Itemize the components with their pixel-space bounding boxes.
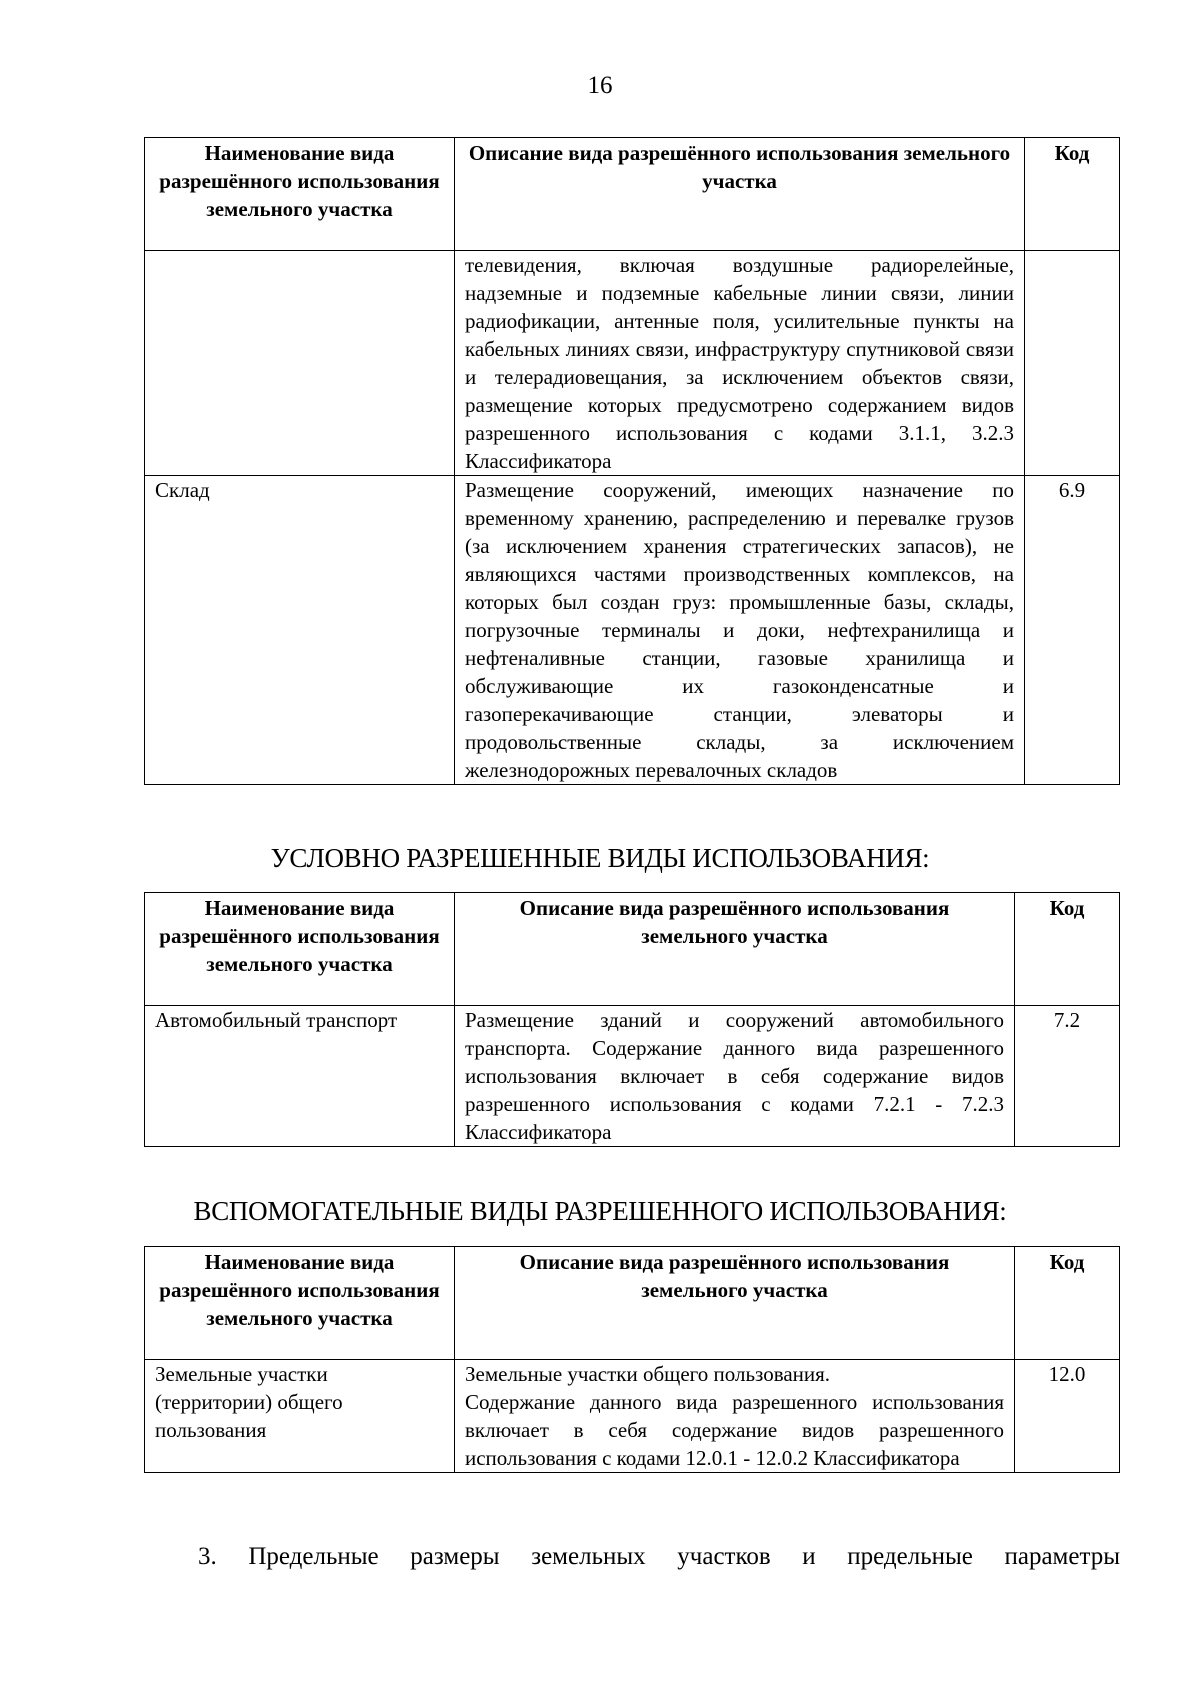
table-row <box>145 251 1120 476</box>
column-header-code: Код <box>1025 138 1120 251</box>
column-header-description: Описание вида разрешённого использования земельного участка <box>455 138 1025 251</box>
column-header-name: Наименование вида разрешённого использования земельного участка <box>145 893 455 1006</box>
use-name-cell: Склад <box>145 476 455 785</box>
page-number: 16 <box>587 72 613 99</box>
column-header-code: Код <box>1015 1247 1120 1360</box>
column-header-description: Описание вида разрешённого использования земельного участка <box>455 893 1015 1006</box>
use-name-cell <box>145 251 455 476</box>
table-header-row <box>145 1247 1120 1360</box>
main-uses-table-continued <box>144 137 1120 785</box>
use-code-cell: 12.0 <box>1015 1360 1120 1473</box>
conditional-uses-table <box>144 892 1120 1147</box>
use-code-cell <box>1025 251 1120 476</box>
use-name-cell: Земельные участки (территории) общего пользования <box>145 1360 455 1473</box>
column-header-name: Наименование вида разрешённого использования земельного участка <box>145 138 455 251</box>
table-row <box>145 1006 1120 1147</box>
use-description-cell <box>455 1360 1015 1473</box>
use-code-cell: 7.2 <box>1015 1006 1120 1147</box>
column-header-code: Код <box>1015 893 1120 1006</box>
table-row <box>145 1360 1120 1473</box>
column-header-description: Описание вида разрешённого использования земельного участка <box>455 1247 1015 1360</box>
heading-conditional-uses: УСЛОВНО РАЗРЕШЕННЫЕ ВИДЫ ИСПОЛЬЗОВАНИЯ: <box>270 843 930 873</box>
description-rest: Содержание данного вида разрешенного использования включает в себя содержание видов разрешенного использования с кодами 12.0.1 - 12.0.2 Классификатора <box>465 1390 1004 1470</box>
section-3-paragraph: 3. Предельные размеры земельных участков и предельные параметры <box>198 1543 1120 1570</box>
heading-auxiliary-uses: ВСПОМОГАТЕЛЬНЫЕ ВИДЫ РАЗРЕШЕННОГО ИСПОЛЬЗОВАНИЯ: <box>193 1196 1007 1226</box>
use-description-cell: Размещение зданий и сооружений автомобильного транспорта. Содержание данного вида разрешенного использования включает в себя содержание видов разрешенного использования с кодами 7.2.1 - 7.2.3 Классификатора <box>455 1006 1015 1147</box>
use-name-cell: Автомобильный транспорт <box>145 1006 455 1147</box>
table-row <box>145 476 1120 785</box>
table-header-row <box>145 893 1120 1006</box>
use-description-cell: Размещение сооружений, имеющих назначение по временному хранению, распределению и перевалке грузов (за исключением хранения стратегических запасов), не являющихся частями производственных комплексов, на которых был создан груз: промышленные базы, склады, погрузочные терминалы и доки, нефтехранилища и нефтеналивные станции, газовые хранилища и обслуживающие их газоконденсатные и газоперекачивающие станции, элеваторы и продовольственные склады, за исключением железнодорожных перевалочных складов <box>455 476 1025 785</box>
table-header-row <box>145 138 1120 251</box>
use-description-cell: телевидения, включая воздушные радиорелейные, надземные и подземные кабельные линии связи, линии радиофикации, антенные поля, усилительные пункты на кабельных линиях связи, инфраструктуру спутниковой связи и телерадиовещания, за исключением объектов связи, размещение которых предусмотрено содержанием видов разрешенного использования с кодами 3.1.1, 3.2.3 Классификатора <box>455 251 1025 476</box>
column-header-name: Наименование вида разрешённого использования земельного участка <box>145 1247 455 1360</box>
description-first-line: Земельные участки общего пользования. <box>465 1362 831 1386</box>
use-code-cell: 6.9 <box>1025 476 1120 785</box>
auxiliary-uses-table <box>144 1246 1120 1473</box>
